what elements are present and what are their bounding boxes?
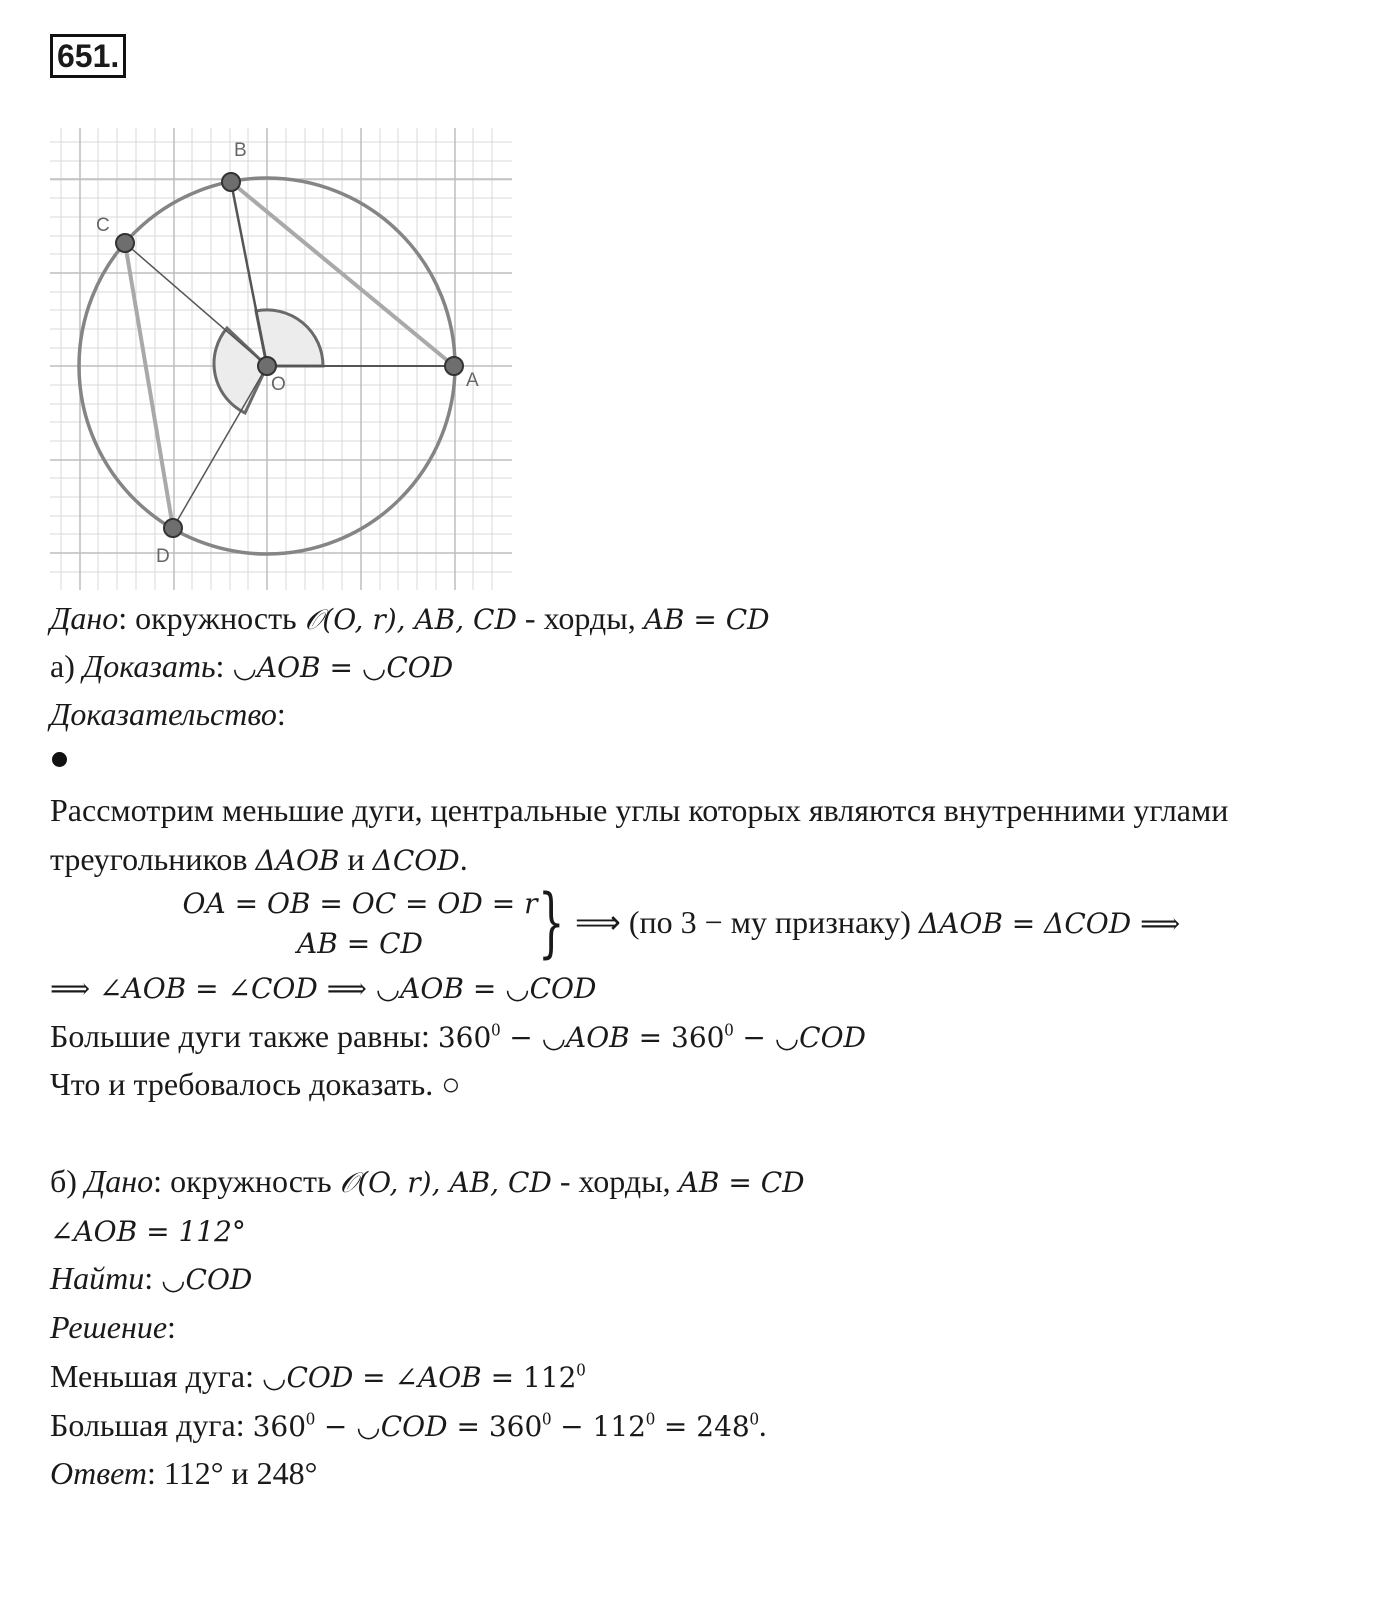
geometry-figure	[50, 128, 512, 590]
system-result: ⟹ (по 3 − му признаку) ΔAOB = ΔCOD ⟹	[575, 904, 1181, 940]
equation-system	[160, 884, 560, 964]
solution-heading: Решение:	[50, 1309, 176, 1345]
proof-text-2: треугольников ΔAOB и ΔCOD.	[50, 841, 468, 877]
prove-line: а) Доказать: ◡AOB = ◡COD	[50, 648, 454, 684]
point-b	[222, 173, 240, 191]
label-c: C	[96, 215, 110, 236]
implies-line: ⟹ ∠AOB = ∠COD ⟹ ◡AOB = ◡COD	[50, 972, 597, 1005]
proof-heading: Доказательство:	[50, 696, 286, 732]
point-a	[445, 357, 463, 375]
find-line: Найти: ◡COD	[50, 1260, 253, 1296]
problem-number: 651.	[50, 34, 126, 78]
point-c	[116, 234, 134, 252]
big-arc-line: Большая дуга: $360^0$ − ◡COD = $360^0 - 112^0 = 248^0$.	[50, 1407, 767, 1443]
big-arcs-line: Большие дуги также равны: $360^0$ − ◡AOB = $360^0$ − ◡COD	[50, 1018, 867, 1054]
label-b: B	[234, 140, 247, 161]
label-o: O	[271, 374, 286, 395]
given-a-line: Дано: окружность 𝒪(O, r), AB, CD - хорды, AB = CD	[50, 600, 770, 636]
label-a: A	[466, 370, 479, 391]
point-o	[258, 357, 276, 375]
brace-icon: }	[538, 877, 565, 966]
system-line-2: AB = CD	[297, 927, 423, 960]
system-line-1: OA = OB = OC = OD = r	[182, 887, 538, 920]
small-arc-line: Меньшая дуга: ◡COD = ∠AOB = $112^0$	[50, 1358, 586, 1394]
point-d	[164, 519, 182, 537]
qed-line: Что и требовалось доказать. ○	[50, 1066, 461, 1102]
angle-given-line: ∠AOB = 112°	[50, 1215, 246, 1248]
bullet-marker	[52, 752, 67, 767]
answer-line: Ответ: 112° и 248°	[50, 1455, 318, 1491]
proof-text-1: Рассмотрим меньшие дуги, центральные углы которых являются внутренними углами	[50, 792, 1229, 828]
given-b-line: б) Дано: окружность 𝒪(O, r), AB, CD - хорды, AB = CD	[50, 1163, 805, 1199]
label-d: D	[156, 546, 170, 567]
